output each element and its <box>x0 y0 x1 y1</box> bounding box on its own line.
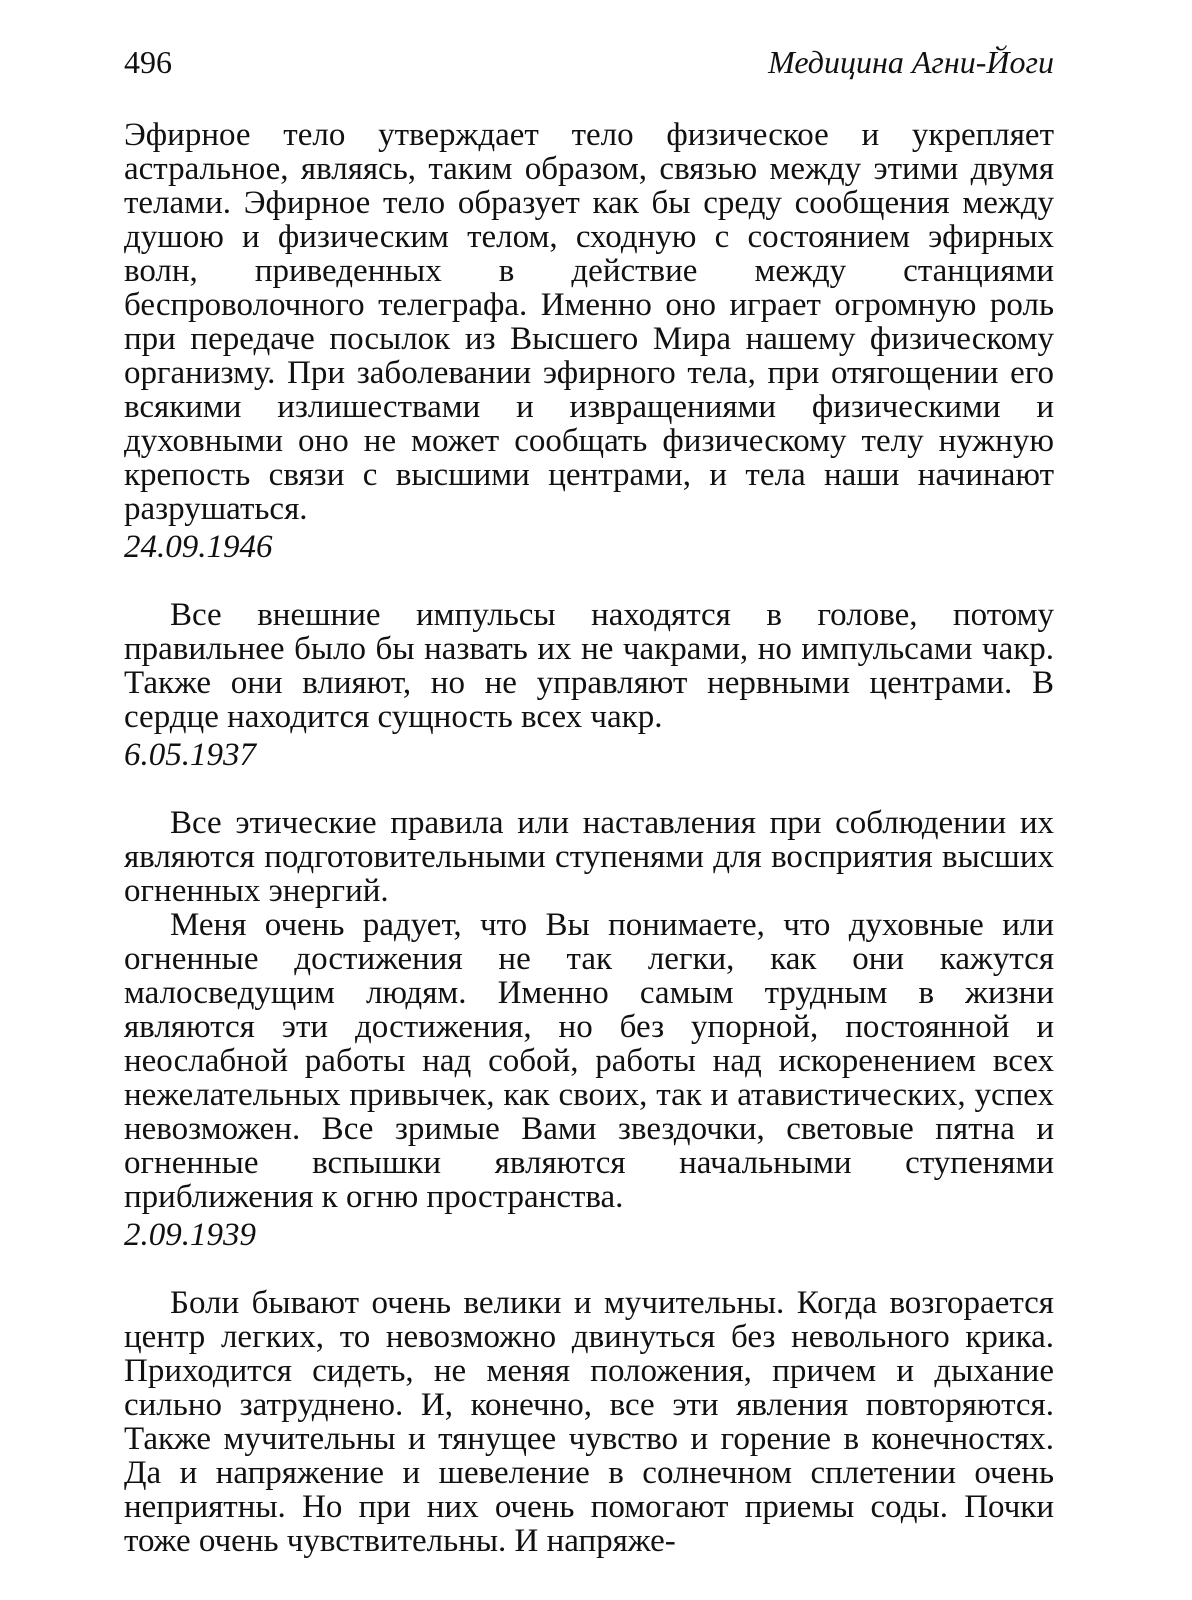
entry-date: 2.09.1939 <box>124 1217 256 1253</box>
running-head <box>124 38 1054 86</box>
paragraph: Боли бывают очень велики и мучительны. Когда возгорается центр легких, то невозможно двинуться без невольного крика. Приходится сидеть, не меняя положения, причем и дыхание сильно затруднено. И, конечно, все эти явления повторяются. Также мучительны и тянущее чувство и горение в конечностях. Да и напряжение и шевеление в солнечном сплетении очень неприятны. Но при них очень помогают приемы соды. Почки тоже очень чувствительны. И напряже- <box>124 1285 1054 1559</box>
body-text <box>124 118 1054 1558</box>
paragraph: Все внешние импульсы находятся в голове, потому правильнее было бы назвать их не чакрами, но импульсами чакр. Также они влияют, но не управляют нервными центрами. В сердце находится сущность всех чакр. <box>124 597 1054 735</box>
entry-date: 6.05.1937 <box>124 737 256 773</box>
letter-entry <box>124 806 1054 1260</box>
letter-entry <box>124 1286 1054 1558</box>
book-title: Медицина Агни-Йоги <box>768 44 1054 80</box>
letter-entry <box>124 118 1054 572</box>
paragraph: Меня очень радует, что Вы понимаете, что духовные или огненные достижения не так легки, как они кажутся малосведущим людям. Именно самым трудным в жизни являются эти достижения, но без упорной, постоянной и неослабной работы над собой, работы над искоренением всех нежелательных привычек, как своих, так и атавистических, успех невозможен. Все зримые Вами звездочки, световые пятна и огненные вспышки являются начальными ступенями приближения к огню пространства. <box>124 907 1054 1215</box>
letter-entry <box>124 598 1054 780</box>
book-page <box>124 38 1054 1558</box>
paragraph: Эфирное тело утверждает тело физическое и укрепляет астральное, являясь, таким образом, связью между этими двумя телами. Эфирное тело образует как бы среду сообщения между душою и физическим телом, сходную с состоянием эфирных волн, приведенных в действие между станциями беспроволочного телеграфа. Именно оно играет огромную роль при передаче посылок из Высшего Мира нашему физическому организму. При заболевании эфирного тела, при отягощении его всякими излишествами и извращениями физическими и духовными оно не может сообщать физическому телу нужную крепость связи с высшими центрами, и тела наши начинают разрушаться. <box>124 117 1054 527</box>
paragraph: Все этические правила или наставления при соблюдении их являются подготовительными ступенями для восприятия высших огненных энергий. <box>124 805 1054 909</box>
page-number: 496 <box>124 44 172 80</box>
entry-date: 24.09.1946 <box>124 529 273 565</box>
